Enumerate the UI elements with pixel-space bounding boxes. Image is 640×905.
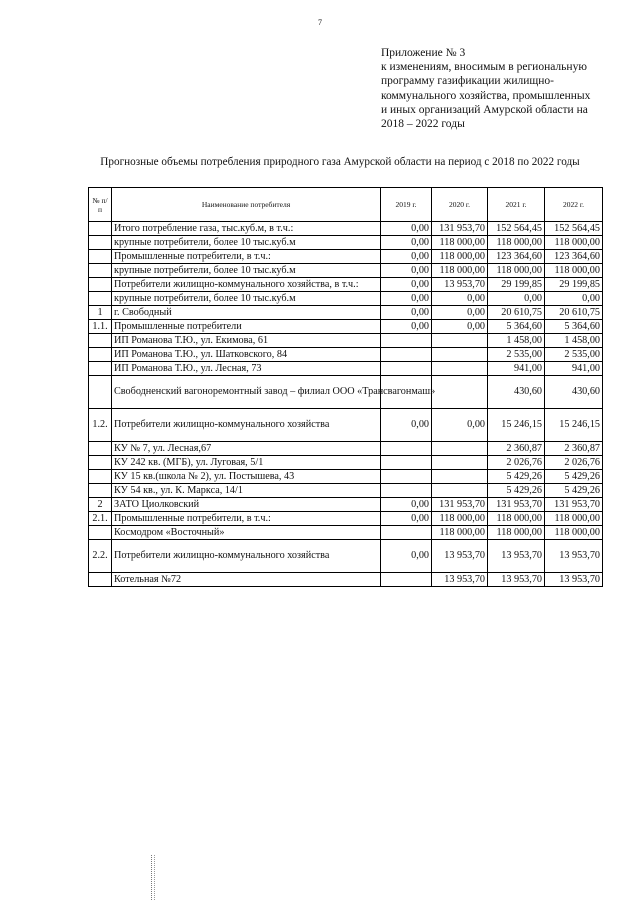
value-2021: 152 564,45 <box>488 222 545 236</box>
value-2019: 0,00 <box>381 236 432 250</box>
value-2022: 5 429,26 <box>545 484 603 498</box>
document-title: Прогнозные объемы потребления природного газа Амурской области на период с 2018 по 2022 годы <box>100 156 580 168</box>
row-number <box>89 222 112 236</box>
row-number: 1.2. <box>89 409 112 442</box>
value-2021: 0,00 <box>488 292 545 306</box>
value-2020 <box>432 442 488 456</box>
table-row <box>89 409 603 442</box>
table-row <box>89 456 603 470</box>
value-2021: 1 458,00 <box>488 334 545 348</box>
value-2019 <box>381 484 432 498</box>
value-2019 <box>381 362 432 376</box>
value-2021: 2 535,00 <box>488 348 545 362</box>
value-2019 <box>381 348 432 362</box>
value-2021: 13 953,70 <box>488 540 545 573</box>
row-number <box>89 470 112 484</box>
table-row <box>89 512 603 526</box>
row-name: Котельная №72 <box>112 573 381 587</box>
value-2019: 0,00 <box>381 409 432 442</box>
value-2020: 118 000,00 <box>432 236 488 250</box>
table-row <box>89 498 603 512</box>
value-2020: 131 953,70 <box>432 498 488 512</box>
value-2020 <box>432 348 488 362</box>
row-number: 1.1. <box>89 320 112 334</box>
value-2020: 0,00 <box>432 306 488 320</box>
value-2019: 0,00 <box>381 264 432 278</box>
value-2021: 29 199,85 <box>488 278 545 292</box>
row-number <box>89 456 112 470</box>
value-2021: 118 000,00 <box>488 264 545 278</box>
header-cell-2019: 2019 г. <box>381 188 432 222</box>
appendix-line: 2018 – 2022 годы <box>381 118 465 131</box>
header-cell-2020: 2020 г. <box>432 188 488 222</box>
row-number <box>89 484 112 498</box>
value-2020: 13 953,70 <box>432 573 488 587</box>
value-2021: 15 246,15 <box>488 409 545 442</box>
table-row <box>89 320 603 334</box>
value-2022: 118 000,00 <box>545 264 603 278</box>
value-2022: 1 458,00 <box>545 334 603 348</box>
value-2019: 0,00 <box>381 306 432 320</box>
row-name: КУ 54 кв., ул. К. Маркса, 14/1 <box>112 484 381 498</box>
row-number: 2.1. <box>89 512 112 526</box>
value-2022: 0,00 <box>545 292 603 306</box>
margin-mark <box>151 855 155 900</box>
value-2022: 13 953,70 <box>545 540 603 573</box>
row-name: Итого потребление газа, тыс.куб.м, в т.ч.: <box>112 222 381 236</box>
row-number <box>89 526 112 540</box>
value-2021: 118 000,00 <box>488 236 545 250</box>
value-2021: 20 610,75 <box>488 306 545 320</box>
row-name: ИП Романова Т.Ю., ул. Екимова, 61 <box>112 334 381 348</box>
gas-consumption-table <box>88 187 603 587</box>
value-2020: 0,00 <box>432 320 488 334</box>
table-row <box>89 306 603 320</box>
table-row <box>89 540 603 573</box>
value-2019 <box>381 334 432 348</box>
value-2020: 118 000,00 <box>432 526 488 540</box>
appendix-heading <box>381 46 621 131</box>
value-2020: 13 953,70 <box>432 540 488 573</box>
value-2020: 0,00 <box>432 292 488 306</box>
table-row <box>89 250 603 264</box>
value-2019 <box>381 442 432 456</box>
row-name: крупные потребители, более 10 тыс.куб.м <box>112 264 381 278</box>
appendix-line: к изменениям, вносимым в региональную <box>381 61 587 74</box>
table-row <box>89 484 603 498</box>
value-2019: 0,00 <box>381 512 432 526</box>
value-2021: 118 000,00 <box>488 512 545 526</box>
value-2021: 941,00 <box>488 362 545 376</box>
value-2021: 2 360,87 <box>488 442 545 456</box>
table-row <box>89 573 603 587</box>
value-2020: 13 953,70 <box>432 278 488 292</box>
table-row <box>89 264 603 278</box>
value-2019 <box>381 470 432 484</box>
appendix-line: и иных организаций Амурской области на <box>381 103 588 116</box>
row-number <box>89 278 112 292</box>
row-number <box>89 250 112 264</box>
value-2020 <box>432 376 488 409</box>
row-name: ЗАТО Циолковский <box>112 498 381 512</box>
table-row <box>89 222 603 236</box>
row-name: ИП Романова Т.Ю., ул. Шатковского, 84 <box>112 348 381 362</box>
row-number <box>89 292 112 306</box>
value-2020 <box>432 362 488 376</box>
row-number <box>89 236 112 250</box>
appendix-line: Приложение № 3 <box>381 47 466 59</box>
value-2022: 2 360,87 <box>545 442 603 456</box>
appendix-line: программу газификации жилищно- <box>381 75 554 88</box>
row-number <box>89 376 112 409</box>
value-2019: 0,00 <box>381 278 432 292</box>
row-name: г. Свободный <box>112 306 381 320</box>
value-2022: 123 364,60 <box>545 250 603 264</box>
value-2022: 941,00 <box>545 362 603 376</box>
value-2022: 131 953,70 <box>545 498 603 512</box>
row-name: Потребители жилищно-коммунального хозяйства <box>112 540 381 573</box>
table-row <box>89 526 603 540</box>
value-2022: 29 199,85 <box>545 278 603 292</box>
row-name: Потребители жилищно-коммунального хозяйства <box>112 409 381 442</box>
value-2020: 118 000,00 <box>432 250 488 264</box>
table-row <box>89 334 603 348</box>
value-2022: 430,60 <box>545 376 603 409</box>
row-number <box>89 264 112 278</box>
page-number: 7 <box>318 18 322 27</box>
value-2021: 5 429,26 <box>488 484 545 498</box>
value-2019: 0,00 <box>381 320 432 334</box>
header-cell-name: Наименование потребителя <box>112 188 381 222</box>
row-name: крупные потребители, более 10 тыс.куб.м <box>112 236 381 250</box>
value-2019 <box>381 456 432 470</box>
value-2019: 0,00 <box>381 292 432 306</box>
value-2019: 0,00 <box>381 250 432 264</box>
value-2019: 0,00 <box>381 498 432 512</box>
appendix-line: коммунального хозяйства, промышленных <box>381 89 591 102</box>
header-cell-2021: 2021 г. <box>488 188 545 222</box>
value-2019: 0,00 <box>381 540 432 573</box>
table-row <box>89 292 603 306</box>
row-number: 2 <box>89 498 112 512</box>
value-2019 <box>381 573 432 587</box>
row-name: КУ 15 кв.(школа № 2), ул. Постышева, 43 <box>112 470 381 484</box>
row-name: Промышленные потребители, в т.ч.: <box>112 250 381 264</box>
value-2021: 430,60 <box>488 376 545 409</box>
value-2022: 5 429,26 <box>545 470 603 484</box>
row-number: 2.2. <box>89 540 112 573</box>
value-2021: 123 364,60 <box>488 250 545 264</box>
table-body <box>89 222 603 587</box>
row-number <box>89 362 112 376</box>
table-row <box>89 470 603 484</box>
row-name: Свободненский вагоноремонтный завод – филиал ООО «Трансвагонмаш» <box>112 376 381 409</box>
value-2020: 0,00 <box>432 409 488 442</box>
value-2020 <box>432 470 488 484</box>
row-number <box>89 442 112 456</box>
table-row <box>89 376 603 409</box>
row-name: крупные потребители, более 10 тыс.куб.м <box>112 292 381 306</box>
table-row <box>89 362 603 376</box>
value-2020 <box>432 456 488 470</box>
value-2021: 5 429,26 <box>488 470 545 484</box>
row-number <box>89 573 112 587</box>
row-number <box>89 334 112 348</box>
table-row <box>89 236 603 250</box>
row-name: КУ 242 кв. (МГБ), ул. Луговая, 5/1 <box>112 456 381 470</box>
value-2022: 20 610,75 <box>545 306 603 320</box>
row-name: КУ № 7, ул. Лесная,67 <box>112 442 381 456</box>
table-row <box>89 278 603 292</box>
value-2020: 118 000,00 <box>432 512 488 526</box>
value-2020: 118 000,00 <box>432 264 488 278</box>
row-number: 1 <box>89 306 112 320</box>
table-header-row <box>89 188 603 222</box>
value-2022: 2 535,00 <box>545 348 603 362</box>
row-name: ИП Романова Т.Ю., ул. Лесная, 73 <box>112 362 381 376</box>
value-2022: 118 000,00 <box>545 512 603 526</box>
header-cell-number: № п/п <box>89 188 112 222</box>
value-2021: 118 000,00 <box>488 526 545 540</box>
value-2022: 2 026,76 <box>545 456 603 470</box>
row-number <box>89 348 112 362</box>
table-row <box>89 442 603 456</box>
value-2022: 152 564,45 <box>545 222 603 236</box>
header-cell-2022: 2022 г. <box>545 188 603 222</box>
value-2022: 118 000,00 <box>545 236 603 250</box>
table-row <box>89 348 603 362</box>
value-2021: 2 026,76 <box>488 456 545 470</box>
value-2022: 15 246,15 <box>545 409 603 442</box>
value-2019 <box>381 526 432 540</box>
row-name: Промышленные потребители, в т.ч.: <box>112 512 381 526</box>
row-name: Космодром «Восточный» <box>112 526 381 540</box>
value-2021: 131 953,70 <box>488 498 545 512</box>
value-2021: 5 364,60 <box>488 320 545 334</box>
value-2022: 5 364,60 <box>545 320 603 334</box>
row-name: Потребители жилищно-коммунального хозяйства, в т.ч.: <box>112 278 381 292</box>
value-2020 <box>432 334 488 348</box>
value-2022: 13 953,70 <box>545 573 603 587</box>
value-2020: 131 953,70 <box>432 222 488 236</box>
value-2021: 13 953,70 <box>488 573 545 587</box>
value-2022: 118 000,00 <box>545 526 603 540</box>
value-2020 <box>432 484 488 498</box>
row-name: Промышленные потребители <box>112 320 381 334</box>
value-2019: 0,00 <box>381 222 432 236</box>
